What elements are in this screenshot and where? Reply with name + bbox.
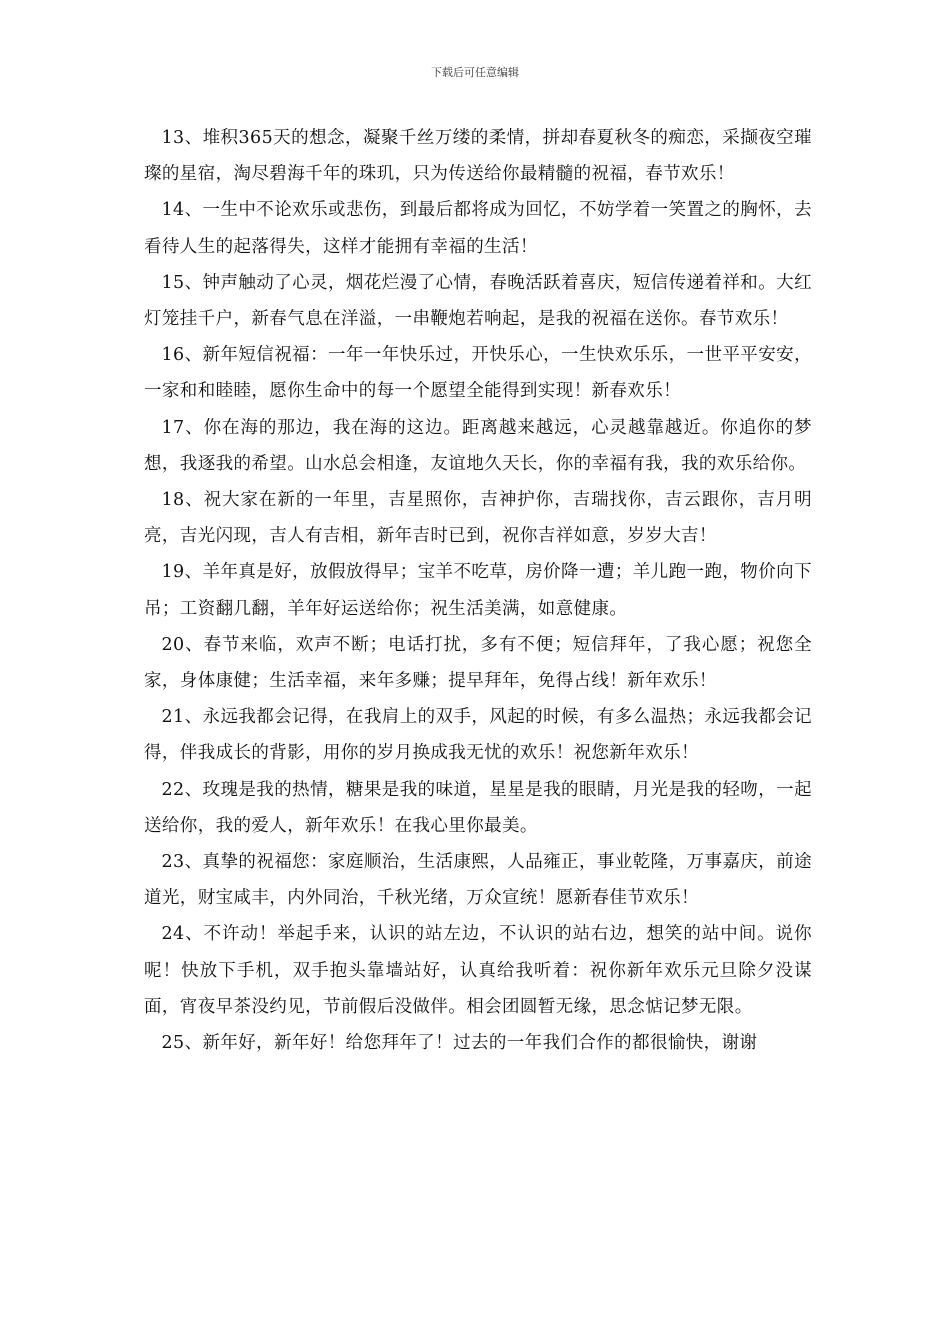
document-body xyxy=(144,120,812,1061)
paragraph-20: 20、春节来临，欢声不断；电话打扰，多有不便；短信拜年，了我心愿；祝您全家，身体康健；生活幸福，来年多赚；提早拜年，免得占线！新年欢乐！ xyxy=(144,634,812,692)
paragraph-24: 24、不许动！举起手来，认识的站左边，不认识的站右边，想笑的站中间。说你呢！快放下手机，双手抱头靠墙站好，认真给我听着：祝你新年欢乐元旦除夕没谋面，宵夜早茶没约见，节前假后没做伴。相会团圆暂无缘，思念惦记梦无限。 xyxy=(144,924,812,1017)
paragraph-25: 25、新年好，新年好！给您拜年了！过去的一年我们合作的都很愉快，谢谢 xyxy=(161,1033,758,1054)
paragraph-16: 16、新年短信祝福：一年一年快乐过，开快乐心，一生快欢乐乐，一世平平安安，一家和和睦睦，愿你生命中的每一个愿望全能得到实现！新春欢乐！ xyxy=(144,345,812,402)
paragraph-19: 19、羊年真是好，放假放得早；宝羊不吃草，房价降一遭；羊儿跑一跑，物价向下吊；工资翻几翻，羊年好运送给你；祝生活美满，如意健康。 xyxy=(144,562,812,619)
paragraph-22: 22、玫瑰是我的热情，糖果是我的味道，星星是我的眼睛，月光是我的轻吻，一起送给你，我的爱人，新年欢乐！在我心里你最美。 xyxy=(144,779,812,836)
paragraph-13: 13、堆积365天的想念，凝聚千丝万缕的柔情，拼却春夏秋冬的痴恋，采撷夜空璀璨的星宿，淘尽碧海千年的珠玑，只为传送给你最精髓的祝福，春节欢乐！ xyxy=(144,128,812,185)
paragraph-14: 14、一生中不论欢乐或悲伤，到最后都将成为回忆，不妨学着一笑置之的胸怀，去看待人生的起落得失，这样才能拥有幸福的生活！ xyxy=(144,200,812,257)
page-header: 下载后可任意编辑 xyxy=(431,66,519,79)
paragraph-15: 15、钟声触动了心灵，烟花烂漫了心情，春晚活跃着喜庆，短信传递着祥和。大红灯笼挂千户，新春气息在洋溢，一串鞭炮若响起，是我的祝福在送你。春节欢乐！ xyxy=(144,272,812,330)
paragraph-23: 23、真挚的祝福您：家庭顺治，生活康熙，人品雍正，事业乾隆，万事嘉庆，前途道光，财宝咸丰，内外同治，千秋光绪，万众宣统！愿新春佳节欢乐！ xyxy=(144,852,812,909)
paragraph-18: 18、祝大家在新的一年里，吉星照你，吉神护你，吉瑞找你，吉云跟你，吉月明亮，吉光闪现，吉人有吉相，新年吉时已到，祝你吉祥如意，岁岁大吉！ xyxy=(144,490,812,547)
paragraph-21: 21、永远我都会记得，在我肩上的双手，风起的时候，有多么温热；永远我都会记得，伴我成长的背影，用你的岁月换成我无忧的欢乐！祝您新年欢乐！ xyxy=(144,707,812,764)
paragraph-17: 17、你在海的那边，我在海的这边。距离越来越远，心灵越靠越近。你追你的梦想，我逐我的希望。山水总会相逢，友谊地久天长，你的幸福有我，我的欢乐给你。 xyxy=(144,417,812,474)
